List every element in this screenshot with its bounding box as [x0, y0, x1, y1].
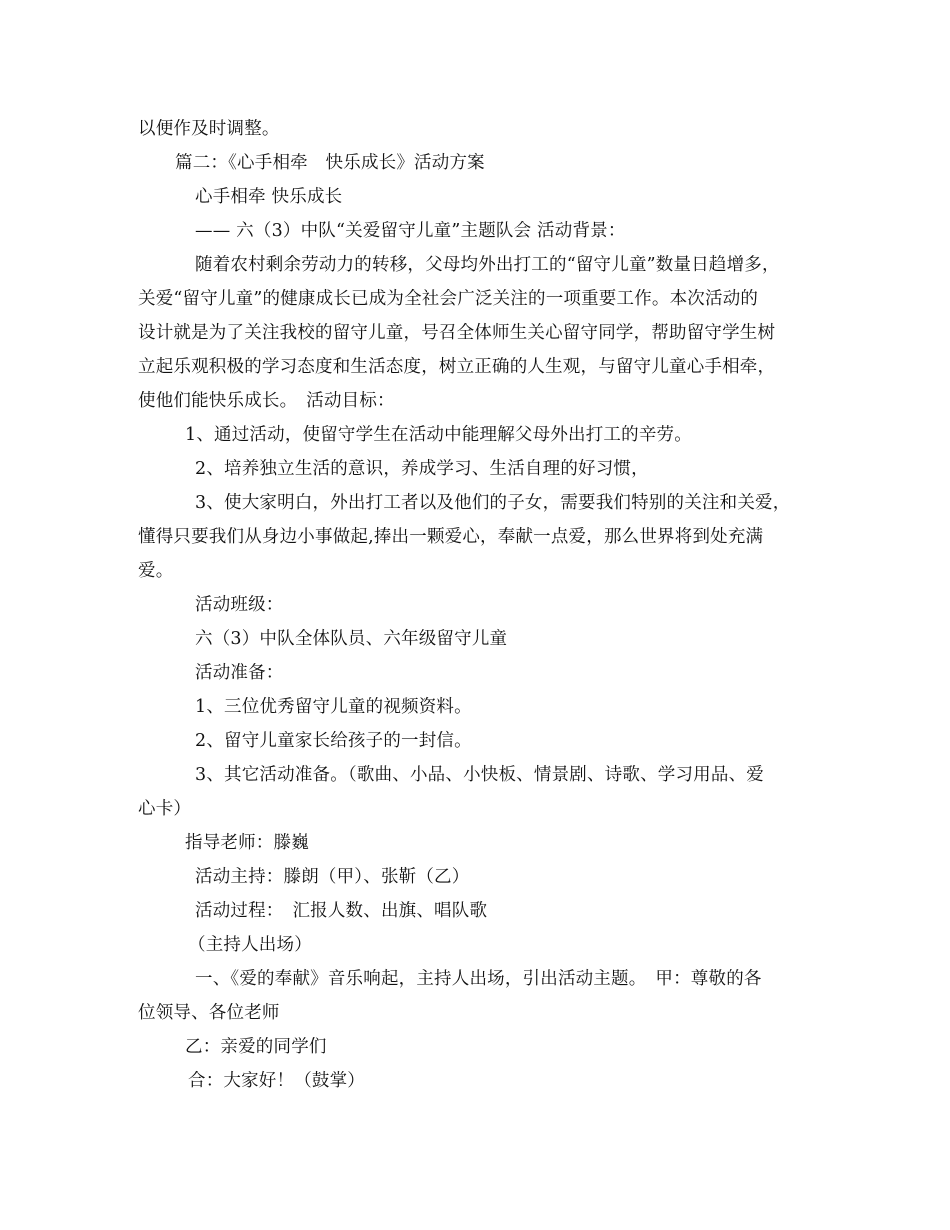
prep-item: 2、留守儿童家长给孩子的一封信。: [195, 731, 472, 751]
text-line: （主持人出场）: [188, 935, 312, 955]
text-line: 立起乐观积极的学习态度和生活态度，树立正确的人生观，与留守儿童心手相牵，: [138, 357, 776, 377]
text-line: 爱。: [138, 561, 174, 581]
goal-item: 3、使大家明白，外出打工者以及他们的子女，需要我们特别的关注和关爱，: [195, 493, 791, 513]
text-line: 活动主持：滕朗（甲）、张靳（乙）: [195, 867, 470, 887]
prep-item: 1、三位优秀留守儿童的视频资料。: [195, 697, 472, 717]
prep-item: 3、其它活动准备。（歌曲、小品、小快板、情景剧、诗歌、学习用品、爱: [195, 765, 764, 785]
text-line: 心卡）: [138, 799, 192, 819]
activity-subtitle: —— 六（3）中队“关爱留守儿童”主题队会 活动背景：: [195, 221, 626, 241]
goal-item: 2、培养独立生活的意识，养成学习、生活自理的好习惯，: [195, 459, 649, 479]
text-line: 一、《爱的奉献》音乐响起，主持人出场，引出活动主题。 甲：尊敬的各: [195, 969, 762, 989]
text-line: 合：大家好！（鼓掌）: [188, 1071, 365, 1091]
section-label: 活动班级：: [195, 595, 284, 615]
section-heading: 篇二：《心手相牵 快乐成长》活动方案: [175, 153, 485, 173]
text-line: 位领导、各位老师: [138, 1003, 280, 1023]
text-line: 六（3）中队全体队员、六年级留守儿童: [195, 629, 508, 649]
text-line: 设计就是为了关注我校的留守儿童，号召全体师生关心留守同学，帮助留守学生树: [138, 323, 776, 343]
activity-title: 心手相牵 快乐成长: [195, 187, 343, 207]
text-line: 使他们能快乐成长。 活动目标：: [138, 391, 395, 411]
section-label: 活动准备：: [195, 663, 284, 683]
text-line: 指导老师：滕巍: [185, 833, 309, 853]
text-line: 随着农村剩余劳动力的转移，父母均外出打工的“留守儿童”数量日趋增多，: [195, 255, 780, 275]
text-line: 关爱“留守儿童”的健康成长已成为全社会广泛关注的一项重要工作。本次活动的: [138, 289, 759, 309]
text-line: 以便作及时调整。: [138, 119, 280, 139]
goal-item: 1、通过活动，使留守学生在活动中能理解父母外出打工的辛劳。: [185, 425, 692, 445]
text-line: 乙：亲爱的同学们: [185, 1037, 327, 1057]
text-line: 懂得只要我们从身边小事做起,捧出一颗爱心，奉献一点爱，那么世界将到处充满: [138, 527, 764, 547]
text-line: 活动过程： 汇报人数、出旗、唱队歌: [195, 901, 488, 921]
